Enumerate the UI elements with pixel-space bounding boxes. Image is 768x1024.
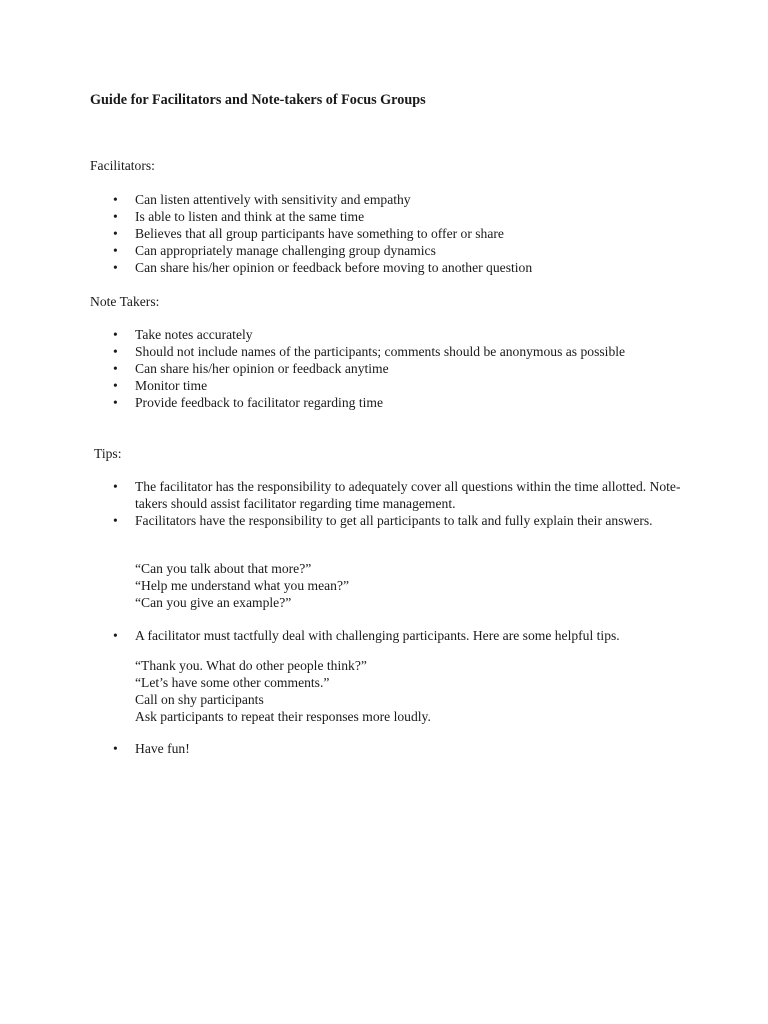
list-item: • Is able to listen and think at the same time: [113, 209, 365, 224]
list-item: • Should not include names of the participants; comments should be anonymous as possible: [113, 344, 626, 359]
probe-question: “Can you give an example?”: [135, 595, 292, 610]
list-item: • Can appropriately manage challenging group dynamics: [113, 243, 436, 258]
facilitators-heading: Facilitators:: [90, 158, 155, 173]
list-item: • Monitor time: [113, 378, 208, 393]
list-item: • Provide feedback to facilitator regarding time: [113, 395, 383, 410]
challenging-tip: Call on shy participants: [135, 692, 264, 707]
list-item: • Take notes accurately: [113, 327, 253, 342]
tips-list: [0, 478, 768, 529]
bullet-icon: •: [113, 243, 118, 258]
bullet-icon: •: [113, 344, 118, 359]
document-title: Guide for Facilitators and Note-takers of Focus Groups: [90, 92, 426, 108]
bullet-icon: •: [113, 361, 118, 376]
list-item: • The facilitator has the responsibility to adequately cover all questions within the time allotted. Note-takers should assist facilitator regarding time management.: [113, 479, 681, 511]
bullet-icon: •: [113, 209, 118, 224]
challenging-tip: Ask participants to repeat their responses more loudly.: [135, 709, 431, 724]
note-takers-list: [0, 326, 768, 411]
list-item: • A facilitator must tactfully deal with challenging participants. Here are some helpful tips.: [113, 628, 620, 643]
bullet-icon: •: [113, 741, 118, 756]
probe-question: “Can you talk about that more?”: [135, 561, 312, 576]
list-item: • Can listen attentively with sensitivity and empathy: [113, 192, 411, 207]
list-item: • Facilitators have the responsibility to get all participants to talk and fully explain their answers.: [113, 513, 653, 528]
bullet-icon: •: [113, 260, 118, 275]
list-item: • Have fun!: [113, 741, 190, 756]
bullet-icon: •: [113, 628, 118, 643]
list-item: • Can share his/her opinion or feedback before moving to another question: [113, 260, 533, 275]
probe-question: “Help me understand what you mean?”: [135, 578, 350, 593]
note-takers-heading: Note Takers:: [90, 294, 160, 309]
bullet-icon: •: [113, 226, 118, 241]
bullet-icon: •: [113, 192, 118, 207]
list-item: • Can share his/her opinion or feedback anytime: [113, 361, 389, 376]
bullet-icon: •: [113, 378, 118, 393]
probe-questions: [135, 560, 349, 611]
bullet-icon: •: [113, 513, 118, 528]
bullet-icon: •: [113, 395, 118, 410]
bullet-icon: •: [113, 479, 118, 494]
challenging-list: [0, 627, 768, 644]
challenging-tip: “Thank you. What do other people think?”: [135, 658, 367, 673]
tips-heading: Tips:: [94, 446, 122, 461]
facilitators-list: [0, 191, 768, 276]
final-list: [0, 740, 768, 757]
challenging-tip: “Let’s have some other comments.”: [135, 675, 330, 690]
bullet-icon: •: [113, 327, 118, 342]
list-item: • Believes that all group participants have something to offer or share: [113, 226, 504, 241]
challenging-tips: [135, 657, 431, 725]
